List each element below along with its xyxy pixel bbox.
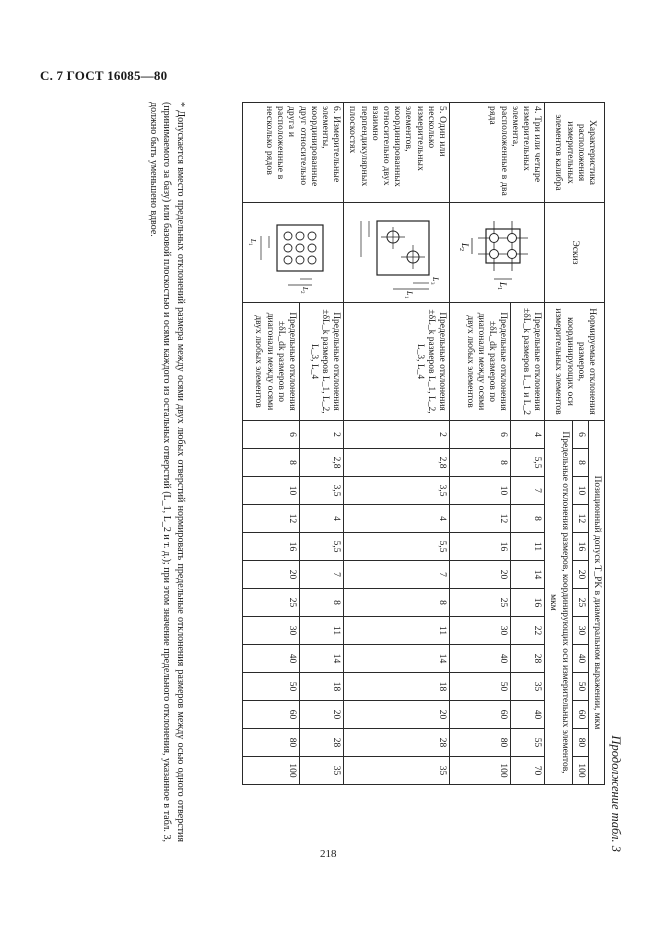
header-normalized: Нормируемые отклонения размеров, координирующих оси измерительных элементов bbox=[545, 303, 605, 421]
value-cell: 80 bbox=[449, 729, 510, 757]
value-cell: 30 bbox=[449, 617, 510, 645]
value-cell: 16 bbox=[449, 533, 510, 561]
svg-text:2: 2 bbox=[299, 290, 305, 293]
value-cell: 10 bbox=[449, 477, 510, 505]
value-cell: 11 bbox=[344, 617, 450, 645]
value-cell: 6 bbox=[449, 421, 510, 449]
header-characteristic: Характеристика расположения измерительных элементов калибра bbox=[545, 103, 605, 203]
footnote: * Допускается вместо предельных отклонений размера между осями двух любых отверстий нормировать предельные отклонения размеров между осью одного отверстия (принимаемого за базу) или базовой плоскостью и осями каждого из остальных отверстий (L_1, L_2 и т. д.); при этом значение предельного отклонения, указанное в табл. 3, должно быть уменьшено вдвое. bbox=[148, 102, 186, 842]
value-cell: 4 bbox=[511, 421, 545, 449]
column-header-25: 25 bbox=[572, 589, 588, 617]
sketch-6-drawing bbox=[249, 207, 341, 299]
continuation-label: Продолжение табл. 3 bbox=[609, 735, 623, 852]
column-header-30: 30 bbox=[572, 617, 588, 645]
sketch-4-drawing bbox=[456, 207, 542, 299]
svg-text:1: 1 bbox=[496, 286, 503, 290]
value-cell: 14 bbox=[344, 645, 450, 673]
value-cell: 70 bbox=[511, 757, 545, 785]
column-header-10: 10 bbox=[572, 477, 588, 505]
value-cell: 4 bbox=[299, 505, 343, 533]
svg-text:L: L bbox=[404, 290, 414, 295]
value-cell: 20 bbox=[242, 561, 299, 589]
value-cell: 18 bbox=[344, 673, 450, 701]
value-cell: 14 bbox=[299, 645, 343, 673]
value-cell: 40 bbox=[449, 645, 510, 673]
column-header-12: 12 bbox=[572, 505, 588, 533]
value-cell: 40 bbox=[511, 701, 545, 729]
sketch-4 bbox=[449, 203, 544, 303]
column-header-60: 60 bbox=[572, 701, 588, 729]
header-sketch: Эскиз bbox=[545, 203, 605, 303]
value-cell: 16 bbox=[242, 533, 299, 561]
value-cell: 28 bbox=[344, 729, 450, 757]
svg-text:L: L bbox=[430, 276, 440, 281]
norm-4b: Предельные отклонения ±δL_dk размеров по диагонали между осями двух любых элементов bbox=[449, 303, 510, 421]
rotated-page-content bbox=[43, 92, 623, 852]
header-tolerance: Позиционный допуск T_PK в диаметральном выражении, мкм bbox=[588, 421, 604, 785]
sketch-6 bbox=[242, 203, 343, 303]
value-cell: 100 bbox=[242, 757, 299, 785]
column-header-8: 8 bbox=[572, 449, 588, 477]
value-cell: 11 bbox=[299, 617, 343, 645]
page-header: С. 7 ГОСТ 16085—80 bbox=[40, 68, 168, 83]
value-cell: 10 bbox=[242, 477, 299, 505]
column-header-16: 16 bbox=[572, 533, 588, 561]
value-cell: 100 bbox=[449, 757, 510, 785]
characteristic-6: 6. Измерительные элементы, координированные друг относительно друга и расположенные в несколько рядов bbox=[242, 103, 343, 203]
value-cell: 60 bbox=[449, 701, 510, 729]
value-cell: 35 bbox=[511, 673, 545, 701]
svg-text:L: L bbox=[460, 242, 471, 248]
value-cell: 12 bbox=[242, 505, 299, 533]
table-row bbox=[511, 103, 545, 785]
value-cell: 50 bbox=[449, 673, 510, 701]
value-cell: 8 bbox=[344, 589, 450, 617]
value-cell: 2 bbox=[344, 421, 450, 449]
sketch-5 bbox=[344, 203, 450, 303]
norm-6a: Предельные отклонения ±δL_k размеров L_1, L_2, L_3, L_4 bbox=[299, 303, 343, 421]
value-cell: 6 bbox=[242, 421, 299, 449]
value-cell: 2,8 bbox=[344, 449, 450, 477]
value-cell: 14 bbox=[511, 561, 545, 589]
value-cell: 28 bbox=[511, 645, 545, 673]
value-cell: 50 bbox=[242, 673, 299, 701]
value-cell: 4 bbox=[344, 505, 450, 533]
svg-text:L: L bbox=[301, 286, 310, 291]
value-cell: 7 bbox=[344, 561, 450, 589]
value-cell: 5,5 bbox=[511, 449, 545, 477]
value-cell: 8 bbox=[242, 449, 299, 477]
value-cell: 20 bbox=[449, 561, 510, 589]
sketch-5-drawing bbox=[355, 207, 447, 299]
value-cell: 2 bbox=[299, 421, 343, 449]
value-cell: 40 bbox=[242, 645, 299, 673]
value-cell: 28 bbox=[299, 729, 343, 757]
column-header-50: 50 bbox=[572, 673, 588, 701]
column-header-100: 100 bbox=[572, 757, 588, 785]
value-cell: 16 bbox=[511, 589, 545, 617]
tolerance-table bbox=[242, 102, 605, 785]
characteristic-5: 5. Один или несколько измерительных элементов, координированных относительно двух взаимно перпендикулярных плоскостях bbox=[344, 103, 450, 203]
svg-text:1: 1 bbox=[402, 295, 408, 298]
table-row bbox=[299, 103, 343, 785]
value-cell: 55 bbox=[511, 729, 545, 757]
value-cell: 3,5 bbox=[344, 477, 450, 505]
value-cell: 7 bbox=[511, 477, 545, 505]
value-cell: 30 bbox=[242, 617, 299, 645]
value-cell: 5,5 bbox=[299, 533, 343, 561]
value-cell: 8 bbox=[299, 589, 343, 617]
value-cell: 12 bbox=[449, 505, 510, 533]
value-cell: 35 bbox=[299, 757, 343, 785]
svg-text:L: L bbox=[249, 238, 258, 243]
page-number: 218 bbox=[320, 848, 337, 860]
svg-text:L: L bbox=[498, 281, 509, 287]
characteristic-4: 4. Три или четыре измерительных элемента, расположенные в два ряда bbox=[449, 103, 544, 203]
svg-text:1: 1 bbox=[247, 242, 253, 245]
value-cell: 60 bbox=[242, 701, 299, 729]
value-cell: 20 bbox=[344, 701, 450, 729]
value-cell: 5,5 bbox=[344, 533, 450, 561]
value-cell: 25 bbox=[242, 589, 299, 617]
norm-5: Предельные отклонения ±δL_k размеров L_1, L_2, L_3, L_4 bbox=[344, 303, 450, 421]
norm-6b: Предельные отклонения ±δL_dk размеров по диагонали между осями двух любых элементов bbox=[242, 303, 299, 421]
header-limit: Предельные отклонения размеров, координирующих оси измерительных элементов, мкм bbox=[545, 421, 572, 785]
value-cell: 8 bbox=[449, 449, 510, 477]
value-cell: 8 bbox=[511, 505, 545, 533]
norm-4a: Предельные отклонения ±δL_k размеров L_1 и L_2 bbox=[511, 303, 545, 421]
value-cell: 2,8 bbox=[299, 449, 343, 477]
column-header-6: 6 bbox=[572, 421, 588, 449]
value-cell: 22 bbox=[511, 617, 545, 645]
column-header-20: 20 bbox=[572, 561, 588, 589]
table-row bbox=[344, 103, 450, 785]
value-cell: 11 bbox=[511, 533, 545, 561]
value-cell: 80 bbox=[242, 729, 299, 757]
value-cell: 25 bbox=[449, 589, 510, 617]
value-cell: 18 bbox=[299, 673, 343, 701]
value-cell: 7 bbox=[299, 561, 343, 589]
value-cell: 35 bbox=[344, 757, 450, 785]
column-header-80: 80 bbox=[572, 729, 588, 757]
svg-text:3: 3 bbox=[428, 281, 434, 284]
svg-text:2: 2 bbox=[458, 247, 465, 251]
column-header-40: 40 bbox=[572, 645, 588, 673]
value-cell: 20 bbox=[299, 701, 343, 729]
value-cell: 3,5 bbox=[299, 477, 343, 505]
